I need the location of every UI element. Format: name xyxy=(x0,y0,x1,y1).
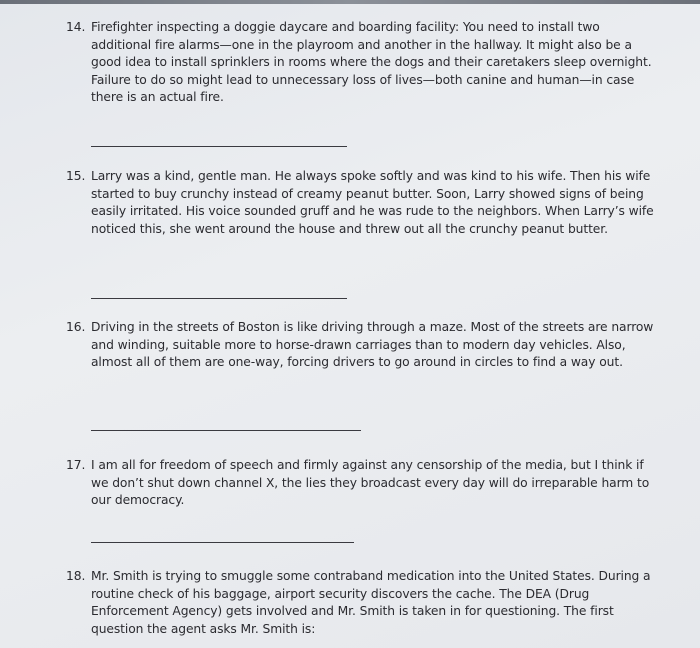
question-text: Driving in the streets of Boston is like driving through a maze. Most of the streets are narrow and winding, suitable more to horse-drawn carriages than to modern day vehicles. Also, almost all of them are one-way, forcing drivers to go around in circles to find a way out. xyxy=(91,320,654,370)
question-number: 18. xyxy=(66,569,86,583)
question-text: Mr. Smith is trying to smuggle some contraband medication into the United States. During a routine check of his baggage, airport security discovers the cache. The DEA (Drug Enforcement Agency) gets involved and Mr. Smith is taken in for questioning. The first question the agent asks Mr. Smith is: xyxy=(91,569,651,636)
answer-line-17[interactable] xyxy=(91,542,354,543)
question-number: 17. xyxy=(66,458,86,472)
question-14 xyxy=(66,19,656,107)
answer-line-15[interactable] xyxy=(91,298,347,299)
question-text: Firefighter inspecting a doggie daycare and boarding facility: You need to install two additional fire alarms—one in the playroom and another in the hallway. It might also be a good idea to install sprinklers in rooms where the dogs and their caretakers sleep overnight. Failure to do so might lead to unnecessary loss of lives—both canine and human—in case there is an actual fire. xyxy=(91,20,652,105)
worksheet-page xyxy=(0,4,700,648)
question-16 xyxy=(66,319,656,372)
question-15 xyxy=(66,168,656,238)
question-18 xyxy=(66,568,656,638)
answer-line-14[interactable] xyxy=(91,146,347,147)
question-number: 14. xyxy=(66,20,86,34)
question-number: 16. xyxy=(66,320,86,334)
answer-line-16[interactable] xyxy=(91,430,361,431)
question-number: 15. xyxy=(66,169,86,183)
question-text: I am all for freedom of speech and firmly against any censorship of the media, but I think if we don’t shut down channel X, the lies they broadcast every day will do irreparable harm to our democracy. xyxy=(91,458,650,508)
question-17 xyxy=(66,457,656,510)
question-text: Larry was a kind, gentle man. He always spoke softly and was kind to his wife. Then his wife started to buy crunchy instead of creamy peanut butter. Soon, Larry showed signs of being easily irritated. His voice sounded gruff and he was rude to the neighbors. When Larry’s wife noticed this, she went around the house and threw out all the crunchy peanut butter. xyxy=(91,169,654,236)
